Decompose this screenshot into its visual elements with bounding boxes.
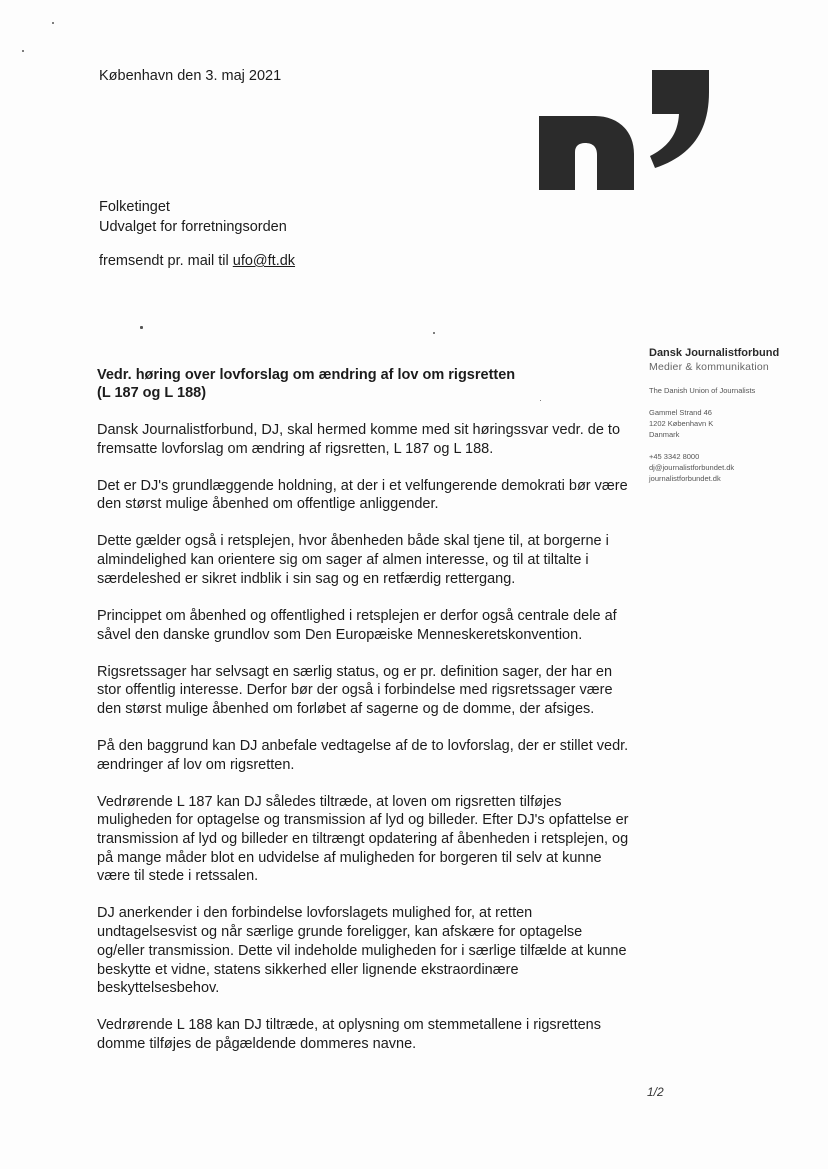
sent-via-prefix: fremsendt pr. mail til (99, 253, 233, 269)
address-country: Danmark (649, 430, 680, 439)
letterhead-org-name: Dansk Journalistforbund (649, 347, 780, 359)
page-number: 1/2 (647, 1085, 664, 1099)
dj-logo (539, 70, 711, 190)
body-paragraph: Princippet om åbenhed og offentlighed i retsplejen er derfor også centrale dele af såvel den danske grundlov som Den Europæiske Menneskeretskonvention. (97, 607, 617, 643)
date-line: København den 3. maj 2021 (99, 68, 282, 84)
letterhead-subtitle: Medier & kommunikation (649, 361, 769, 373)
body-paragraph: Dansk Journalistforbund, DJ, skal hermed komme med sit høringssvar vedr. de to fremsatte lovforslag om ændring af rigsretten, L 187 og L 188. (97, 422, 621, 457)
logo-n-shape (539, 116, 634, 190)
letterhead-contact (649, 451, 819, 484)
scan-speck (433, 332, 435, 334)
recipient-committee: Udvalget for forretningsorden (99, 219, 287, 235)
letterhead-address (649, 407, 819, 440)
recipient-name: Folketinget (99, 199, 170, 215)
address-street: Gammel Strand 46 (649, 408, 712, 417)
letterhead-english-name: The Danish Union of Journalists (649, 386, 756, 395)
sent-via-line (99, 253, 295, 269)
body-paragraph: Vedrørende L 188 kan DJ tiltræde, at oplysning om stemmetallene i rigsrettens domme tilføjes de pågældende dommeres navne. (97, 1017, 601, 1052)
body-paragraph: Rigsretssager har selvsagt en særlig status, og er pr. definition sager, der har en stor offentlig interesse. Derfor bør der også i forbindelse med rigsretssager være den størst mulige åbenhed om forløbet af sagerne og de domme, der afsiges. (97, 663, 613, 717)
heading-line-2: (L 187 og L 188) (97, 385, 207, 401)
address-city: 1202 København K (649, 419, 714, 428)
body-paragraph: Det er DJ's grundlæggende holdning, at der i et velfungerende demokrati bør være den størst mulige åbenhed om offentlige anliggender. (97, 477, 628, 513)
contact-website[interactable]: journalistforbundet.dk (649, 474, 721, 483)
scan-speck (52, 22, 54, 24)
scan-speck (140, 326, 143, 329)
body-paragraph: På den baggrund kan DJ anbefale vedtagelse af de to lovforslag, der er stillet vedr. ændringer af lov om rigsretten. (97, 737, 629, 773)
body-paragraph: Dette gælder også i retsplejen, hvor åbenheden både skal tjene til, at borgerne i almindelighed kan orientere sig om sager af almen interesse, og til at tiltalte i særdeleshed er sikret indblik i sin sag og en retfærdig rettergang. (97, 533, 609, 587)
contact-email[interactable]: dj@journalistforbundet.dk (649, 463, 735, 472)
body-paragraph: DJ anerkender i den forbindelse lovforslagets mulighed for, at retten undtagelsesvist og når særlige grunde foreligger, kan afskære for optagelse og/eller transmission. Dette vil indeholde muligheden for i særlige tilfælde at kunne beskytte et vidne, statens sikkerhed eller lignende ekstraordinære beskyttelsesbehov. (97, 905, 627, 997)
letterhead-sidebar (649, 346, 819, 484)
scan-speck (22, 50, 24, 52)
logo-comma-shape (650, 70, 709, 168)
recipient-email-link[interactable]: ufo@ft.dk (232, 253, 296, 269)
letter-body (97, 421, 632, 1072)
body-paragraph: Vedrørende L 187 kan DJ således tiltræde, at loven om rigsretten tilføjes muligheden for optagelse og transmission af lyd og billeder. Efter DJ's opfattelse er transmission af lyd og billeder en tiltrængt opdatering af åbenheden i retsplejen, og på mange måder blot en udvidelse af muligheden for borgeren til selv at kunne være til stede i retssalen. (97, 793, 629, 885)
heading-line-1: Vedr. høring over lovforslag om ændring af lov om rigsretten (97, 367, 516, 383)
letter-heading (97, 366, 567, 402)
recipient-block (99, 197, 287, 237)
contact-phone: +45 3342 8000 (649, 452, 700, 461)
